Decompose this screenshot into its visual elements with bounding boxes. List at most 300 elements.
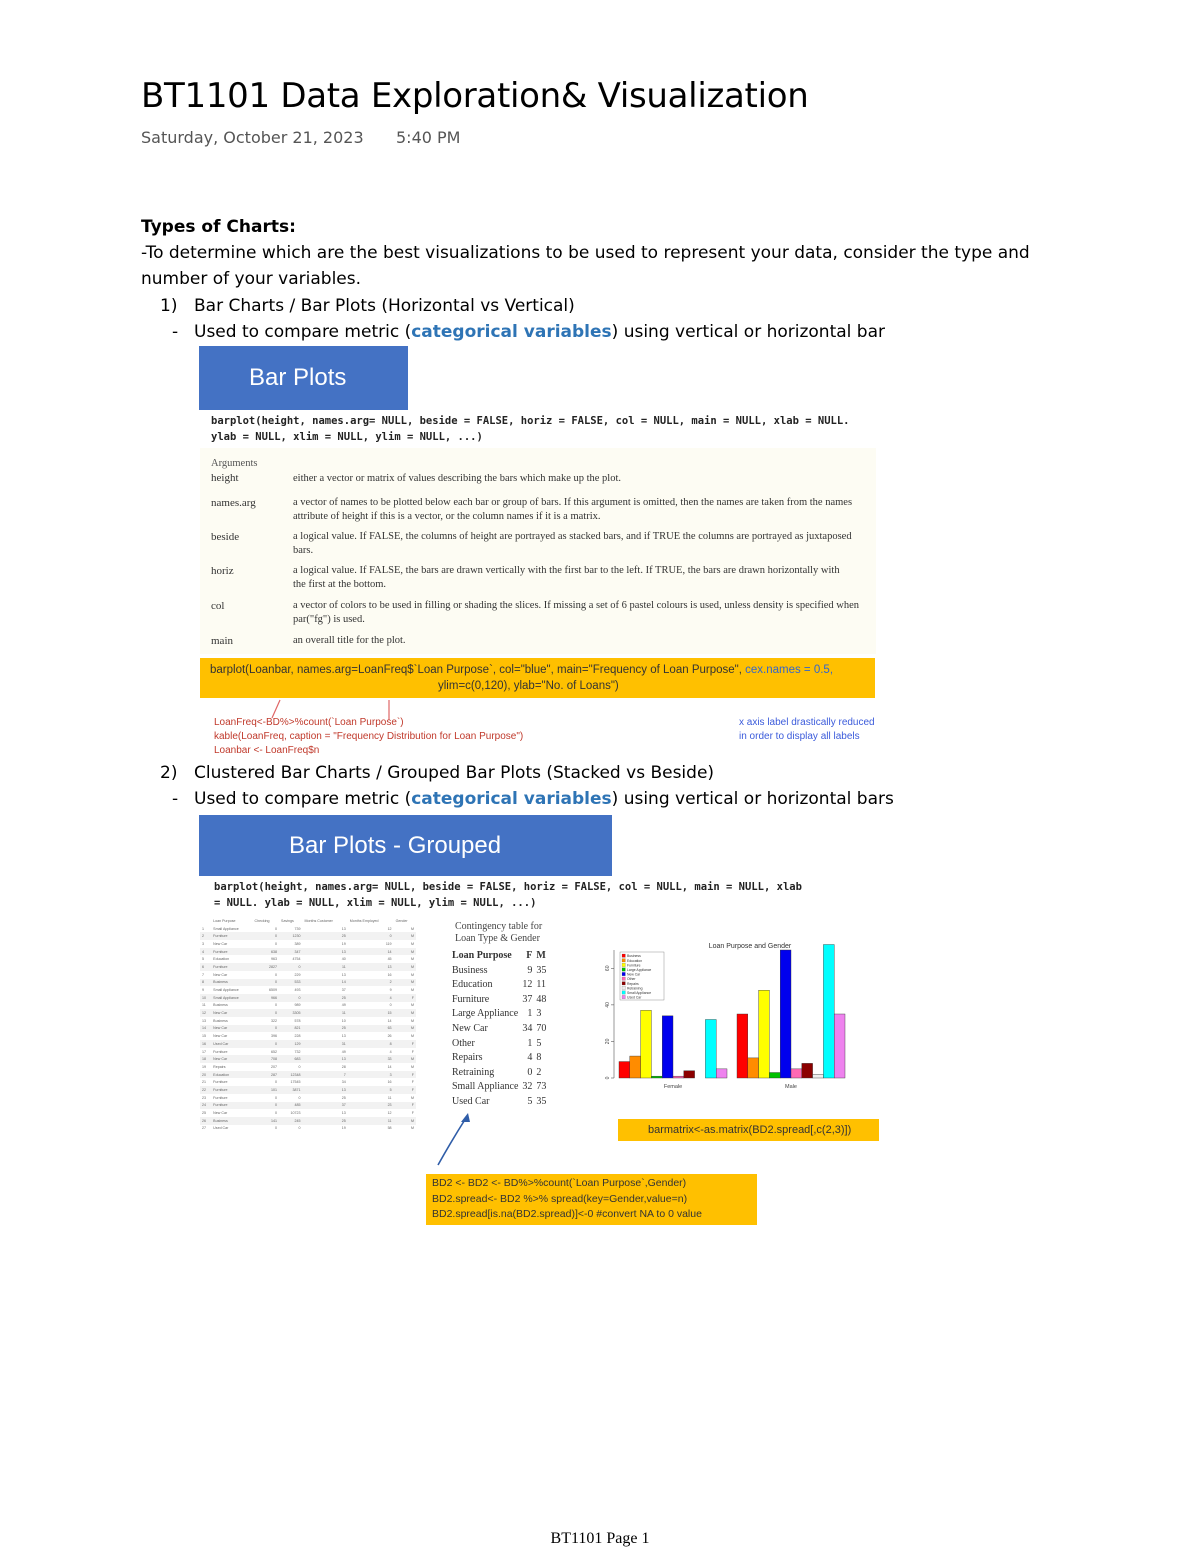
table-header-cell: Savings bbox=[281, 918, 294, 923]
table-cell: 13 bbox=[341, 972, 346, 977]
table-cell: 0 bbox=[298, 1095, 301, 1100]
highlight-categorical-variables: categorical variables bbox=[411, 322, 612, 342]
table-row bbox=[200, 940, 416, 948]
arg-desc: a vector of colors to be used in filling or shading the slices. If missing a set of 6 pastel colours is used, unless density is specified when par("fg") is used. bbox=[293, 600, 860, 625]
table-cell: 13 bbox=[303, 948, 348, 956]
contingency-cell: 35 bbox=[536, 1095, 547, 1107]
contingency-row bbox=[450, 1051, 548, 1066]
table-cell: 17545 bbox=[290, 1080, 301, 1085]
list-title-1: Bar Charts / Bar Plots (Horizontal vs Vertical) bbox=[194, 296, 575, 316]
table-row bbox=[200, 1117, 416, 1125]
table-row bbox=[200, 1078, 416, 1086]
table-cell: 0 bbox=[253, 1102, 280, 1110]
contingency-row bbox=[450, 1022, 548, 1037]
arg-desc: either a vector or matrix of values describing the bars which make up the plot. bbox=[293, 473, 622, 484]
contingency-cell: 3 bbox=[536, 1008, 542, 1020]
legend-label: Used Car bbox=[627, 995, 642, 1000]
table-cell: 0 bbox=[253, 979, 280, 987]
x-category-label: Female bbox=[663, 1084, 683, 1090]
table-cell: 19 bbox=[202, 1064, 206, 1069]
table-cell: 708 bbox=[253, 1055, 280, 1063]
contingency-cell: Education bbox=[452, 979, 493, 991]
contingency-header-row bbox=[450, 949, 548, 964]
table-row bbox=[200, 963, 416, 971]
arg-desc: a vector of names to be plotted below each bar or group of bars. If this argument is omitted, then the names are taken from the names attribute of height if this is a vector, or the column names if it is a matrix. bbox=[293, 497, 853, 522]
contingency-cell: Repairs bbox=[452, 1052, 483, 1064]
table-cell: 1230 bbox=[279, 932, 302, 940]
contingency-row bbox=[450, 1007, 548, 1022]
table-cell: Furniture bbox=[211, 963, 252, 971]
bar-small-appliance bbox=[823, 945, 834, 1078]
table-cell: 3305 bbox=[279, 1009, 302, 1017]
contingency-cell: 1 bbox=[527, 1008, 533, 1020]
table-cell: 966 bbox=[253, 994, 280, 1002]
table-cell: 18 bbox=[200, 1055, 211, 1063]
x-category-label: Male bbox=[785, 1084, 797, 1090]
table-header-cell: Gender bbox=[395, 918, 408, 923]
table-cell: 22 bbox=[200, 1086, 211, 1094]
table-row bbox=[200, 1102, 416, 1110]
table-row bbox=[200, 979, 416, 987]
contingency-row bbox=[450, 978, 548, 993]
table-cell: 33 bbox=[348, 1055, 394, 1063]
contingency-table-block bbox=[450, 921, 548, 1110]
table-cell: 13 bbox=[348, 963, 394, 971]
table-cell: M bbox=[411, 1126, 414, 1131]
table-row bbox=[200, 925, 416, 933]
table-cell: 14 bbox=[348, 948, 394, 956]
table-cell: New Car bbox=[213, 972, 228, 977]
table-cell: 13 bbox=[341, 926, 346, 931]
table-row bbox=[200, 1055, 416, 1063]
barplot-signature: barplot(height, names.arg= NULL, beside = FALSE, horiz = FALSE, col = NULL, main = NULL, xlab = NULL. ylab = NULL, xlim = NULL, ylim = NULL, ...) bbox=[211, 415, 850, 443]
table-cell: 34 bbox=[341, 1080, 346, 1085]
table-cell: 20 bbox=[200, 1071, 211, 1079]
table-cell: 13 bbox=[303, 1086, 348, 1094]
table-cell: M bbox=[411, 957, 414, 962]
table-cell: 49 bbox=[341, 1049, 346, 1054]
contingency-cell: 11 bbox=[536, 979, 547, 991]
table-cell: F bbox=[411, 1111, 414, 1116]
bar-small-appliance bbox=[705, 1019, 716, 1078]
table-cell: 5 bbox=[202, 957, 204, 962]
contingency-cell: 32 bbox=[522, 1081, 533, 1093]
table-cell: Repairs bbox=[213, 1064, 226, 1069]
section-heading: Types of Charts: bbox=[141, 217, 296, 237]
table-cell: M bbox=[411, 926, 414, 931]
table-row bbox=[200, 1009, 416, 1017]
table-cell: M bbox=[411, 941, 414, 946]
table-cell: 11 bbox=[387, 1095, 392, 1100]
bar-business bbox=[737, 1014, 748, 1078]
table-cell: F bbox=[394, 1040, 416, 1048]
table-cell: 11 bbox=[348, 1117, 394, 1125]
table-cell: 732 bbox=[294, 1049, 301, 1054]
bar-retraining bbox=[813, 1074, 824, 1078]
table-cell: 10 bbox=[200, 994, 211, 1002]
legend-swatch bbox=[622, 986, 625, 989]
contingency-cell: 1 bbox=[527, 1037, 533, 1049]
table-row bbox=[200, 1125, 416, 1133]
contingency-table bbox=[450, 949, 548, 1110]
table-cell: 119 bbox=[385, 941, 392, 946]
bar-business bbox=[619, 1062, 630, 1078]
contingency-row bbox=[450, 964, 548, 979]
table-cell: 0 bbox=[275, 1003, 278, 1008]
table-cell: 8 bbox=[348, 1040, 394, 1048]
table-cell: 27 bbox=[202, 1126, 206, 1131]
table-cell: 14 bbox=[387, 1064, 392, 1069]
table-cell: 37 bbox=[341, 988, 346, 993]
table-cell: M bbox=[411, 988, 414, 993]
table-cell: 13 bbox=[202, 1018, 206, 1023]
table-cell: Furniture bbox=[213, 1080, 228, 1085]
table-cell: Business bbox=[211, 1117, 252, 1125]
table-cell: 19 bbox=[341, 1126, 346, 1131]
contingency-cell: Used Car bbox=[452, 1095, 490, 1107]
table-cell: 3 bbox=[348, 1071, 394, 1079]
table-row bbox=[200, 1109, 416, 1117]
barplot-example-box: barplot(Loanbar, names.arg=LoanFreq$`Loan Purpose`, col="blue", main="Frequency of Loan Purpose", cex.names = 0.5, ylim=c(0,120), ylab="No. of Loans") bbox=[200, 658, 875, 698]
table-cell: 25 bbox=[202, 1111, 206, 1116]
table-cell: 228 bbox=[294, 1034, 301, 1039]
section2-description: Used to compare metric (categorical variables) using vertical or horizontal bars bbox=[194, 789, 894, 809]
table-cell: 207 bbox=[271, 1064, 278, 1069]
chart-title: Loan Purpose and Gender bbox=[708, 943, 792, 950]
spread-code-box: BD2 <- BD2 <- BD%>%count(`Loan Purpose`,Gender) BD2.spread<- BD2 %>% spread(key=Gender,value=n) BD2.spread[is.na(BD2.spread)]<-0 #convert NA to 0 value bbox=[426, 1174, 757, 1225]
table-cell: 141 bbox=[253, 1117, 280, 1125]
contingency-cell: 8 bbox=[536, 1052, 542, 1064]
table-cell: New Car bbox=[213, 1111, 228, 1116]
table-cell: 25 bbox=[303, 994, 348, 1002]
contingency-cell: 2 bbox=[536, 1066, 542, 1078]
legend-swatch bbox=[622, 954, 625, 957]
table-cell: Furniture bbox=[213, 1095, 228, 1100]
bar-plots-grouped-banner: Bar Plots - Grouped bbox=[199, 815, 612, 876]
legend-swatch bbox=[622, 991, 625, 994]
barmatrix-code-box: barmatrix<-as.matrix(BD2.spread[,c(2,3)]) bbox=[618, 1119, 879, 1141]
table-cell: 0 bbox=[275, 1126, 278, 1131]
table-body bbox=[200, 925, 416, 1133]
table-cell: 16 bbox=[200, 1040, 211, 1048]
table-cell: M bbox=[394, 948, 416, 956]
table-cell: 0 bbox=[253, 1040, 280, 1048]
table-cell: 58 bbox=[387, 1126, 392, 1131]
contingency-row bbox=[450, 1095, 548, 1110]
table-cell: Education bbox=[213, 957, 230, 962]
table-row bbox=[200, 1094, 416, 1102]
table-cell: M bbox=[411, 1034, 414, 1039]
table-cell: New Car bbox=[213, 1034, 228, 1039]
table-cell: 0 bbox=[253, 1025, 280, 1033]
bullet-dash-1: - bbox=[172, 322, 179, 342]
table-cell: 396 bbox=[271, 1034, 278, 1039]
table-cell: 989 bbox=[294, 1003, 301, 1008]
table-cell: 23 bbox=[202, 1095, 206, 1100]
contingency-cell: 12 bbox=[522, 979, 533, 991]
table-cell: New Car bbox=[211, 1009, 252, 1017]
table-cell: 0 bbox=[275, 941, 278, 946]
table-cell: 5 bbox=[348, 1086, 394, 1094]
table-cell: Business bbox=[213, 1018, 228, 1023]
bar-other bbox=[673, 1076, 684, 1078]
table-cell: 963 bbox=[271, 957, 278, 962]
table-cell: 6 bbox=[200, 963, 211, 971]
table-cell: 533 bbox=[279, 979, 302, 987]
table-cell: 19 bbox=[341, 941, 346, 946]
table-cell: 7 bbox=[303, 1071, 348, 1079]
contingency-title: Contingency table for Loan Type & Gender bbox=[455, 921, 543, 944]
table-row bbox=[200, 986, 416, 994]
contingency-cell: 37 bbox=[522, 993, 533, 1005]
arg-name: main bbox=[211, 635, 233, 647]
table-cell: 16 bbox=[387, 972, 392, 977]
table-cell: New Car bbox=[211, 1025, 252, 1033]
table-cell: 28 bbox=[341, 1064, 346, 1069]
table-cell: 129 bbox=[279, 1040, 302, 1048]
contingency-row bbox=[450, 993, 548, 1008]
y-tick-label: 60 bbox=[605, 965, 611, 972]
table-cell: Small Appliance bbox=[211, 994, 252, 1002]
table-row bbox=[200, 1040, 416, 1048]
table-cell: M bbox=[394, 932, 416, 940]
arg-name: beside bbox=[211, 531, 240, 543]
arguments-heading: Arguments bbox=[211, 458, 258, 469]
table-cell: Furniture bbox=[213, 1049, 228, 1054]
contingency-cell: 34 bbox=[522, 1022, 533, 1034]
list-title-2: Clustered Bar Charts / Grouped Bar Plots (Stacked vs Beside) bbox=[194, 763, 715, 783]
page-title: BT1101 Data Exploration& Visualization bbox=[141, 76, 809, 116]
loan-data-table bbox=[200, 917, 416, 1132]
table-cell: 40 bbox=[341, 957, 346, 962]
loanfreq-code: LoanFreq<-BD%>%count(`Loan Purpose`) kable(LoanFreq, caption = "Frequency Distribution for Loan Purpose") Loanbar <- LoanFreq$n bbox=[214, 717, 524, 756]
table-row bbox=[200, 1086, 416, 1094]
table-cell: 2 bbox=[348, 979, 394, 987]
table-cell: 0 bbox=[389, 1003, 392, 1008]
contingency-cell: 5 bbox=[527, 1095, 533, 1107]
table-cell: 12348 bbox=[279, 1071, 302, 1079]
table-cell: 9 bbox=[202, 988, 204, 993]
table-cell: 11 bbox=[202, 1003, 206, 1008]
table-cell: 16 bbox=[387, 1080, 392, 1085]
table-cell: 0 bbox=[298, 1126, 301, 1131]
arguments-panel bbox=[200, 448, 876, 654]
table-cell: M bbox=[394, 1009, 416, 1017]
table-cell: 0 bbox=[275, 1080, 278, 1085]
table-cell: 3 bbox=[202, 941, 204, 946]
contingency-cell: Retraining bbox=[452, 1066, 495, 1078]
contingency-cell: 35 bbox=[536, 964, 547, 976]
page-footer: BT1101 Page 1 bbox=[550, 1530, 650, 1547]
table-cell: 347 bbox=[279, 948, 302, 956]
table-row bbox=[200, 1071, 416, 1079]
grouped-bar-chart bbox=[592, 938, 852, 1098]
table-cell: Furniture bbox=[211, 932, 252, 940]
table-cell: 12 bbox=[387, 1111, 392, 1116]
table-row bbox=[200, 994, 416, 1002]
table-header-row bbox=[200, 917, 416, 925]
table-cell: 15 bbox=[348, 1009, 394, 1017]
table-row bbox=[200, 1017, 416, 1025]
table-cell: Furniture bbox=[211, 1086, 252, 1094]
table-header-cell: Checking bbox=[254, 918, 270, 923]
table-cell: 245 bbox=[279, 1117, 302, 1125]
bar-large-appliance bbox=[769, 1073, 780, 1078]
table-cell: 652 bbox=[271, 1049, 278, 1054]
table-cell: New Car bbox=[213, 941, 228, 946]
y-tick-label: 0 bbox=[605, 1076, 611, 1080]
arrow-head bbox=[461, 1113, 470, 1122]
table-cell: 14 bbox=[387, 1018, 392, 1023]
contingency-row bbox=[450, 1066, 548, 1081]
table-cell: Business bbox=[213, 1003, 228, 1008]
table-cell: 9 bbox=[389, 988, 392, 993]
table-row bbox=[200, 971, 416, 979]
table-cell: 25 bbox=[303, 932, 348, 940]
table-cell: F bbox=[394, 1086, 416, 1094]
contingency-cell: New Car bbox=[452, 1022, 488, 1034]
legend-label: Business bbox=[627, 954, 641, 959]
table-cell: 37 bbox=[303, 1102, 348, 1110]
table-cell: 17 bbox=[202, 1049, 206, 1054]
legend-swatch bbox=[622, 963, 625, 966]
table-row bbox=[200, 955, 416, 963]
bar-repairs bbox=[802, 1063, 813, 1078]
legend-swatch bbox=[622, 995, 625, 998]
table-cell: 322 bbox=[271, 1018, 278, 1023]
list-number-1: 1) bbox=[160, 296, 178, 316]
legend-label: Retraining bbox=[627, 986, 643, 991]
table-cell: 739 bbox=[294, 926, 301, 931]
table-row bbox=[200, 932, 416, 940]
table-cell: 13 bbox=[341, 1034, 346, 1039]
table-cell: M bbox=[394, 1117, 416, 1125]
table-row bbox=[200, 1048, 416, 1056]
contingency-cell: Other bbox=[452, 1037, 475, 1049]
legend-label: Education bbox=[627, 958, 643, 963]
table-cell: 493 bbox=[294, 988, 301, 993]
table-cell: 683 bbox=[279, 1055, 302, 1063]
bar-used-car bbox=[716, 1069, 727, 1078]
table-cell: Business bbox=[211, 979, 252, 987]
table-cell: 287 bbox=[253, 1071, 280, 1079]
arg-name: height bbox=[211, 472, 239, 484]
contingency-row bbox=[450, 1080, 548, 1095]
bar-education bbox=[630, 1056, 641, 1078]
legend-swatch bbox=[622, 977, 625, 980]
table-cell: 4 bbox=[389, 1049, 392, 1054]
table-cell: Used Car bbox=[213, 1126, 229, 1131]
table-cell: 389 bbox=[294, 941, 301, 946]
table-cell: 13 bbox=[341, 1111, 346, 1116]
table-cell: 11 bbox=[303, 963, 348, 971]
grouped-barplot-signature: barplot(height, names.arg= NULL, beside = FALSE, horiz = FALSE, col = NULL, main = NULL, xlab = NULL. ylab = NULL, xlim = NULL, ylim = NULL, ...) bbox=[214, 881, 802, 909]
table-cell: 2 bbox=[200, 932, 211, 940]
table-cell: 63 bbox=[348, 1025, 394, 1033]
table-cell: 229 bbox=[294, 972, 301, 977]
table-cell: 0 bbox=[275, 972, 278, 977]
arg-name: col bbox=[211, 600, 225, 612]
intro-line-2: number of your variables. bbox=[141, 269, 362, 289]
contingency-cell: Furniture bbox=[452, 993, 490, 1005]
table-cell: 4 bbox=[348, 994, 394, 1002]
table-cell: 101 bbox=[253, 1086, 280, 1094]
table-cell: Small Appliance bbox=[213, 926, 239, 931]
highlight-categorical-variables: categorical variables bbox=[411, 789, 612, 809]
table-cell: 0 bbox=[275, 1095, 278, 1100]
arg-desc: an overall title for the plot. bbox=[293, 635, 406, 646]
table-cell: 7 bbox=[202, 972, 204, 977]
bar-plots-banner: Bar Plots bbox=[199, 346, 408, 410]
legend-swatch bbox=[622, 982, 625, 985]
table-cell: 0 bbox=[279, 963, 302, 971]
bar-repairs bbox=[684, 1071, 695, 1078]
table-cell: 0 bbox=[253, 932, 280, 940]
table-cell: 0 bbox=[253, 1009, 280, 1017]
arg-desc: a logical value. If FALSE, the bars are drawn vertically with the first bar to the left. If TRUE, the bars are drawn horizontally with the first at the bottom. bbox=[293, 565, 840, 590]
legend-label: Small Appliance bbox=[627, 991, 652, 995]
bar-used-car bbox=[834, 1014, 845, 1078]
table-cell: 49 bbox=[341, 1003, 346, 1008]
bar-other bbox=[791, 1069, 802, 1078]
arrow-curve bbox=[438, 1118, 466, 1165]
intro-line-1: -To determine which are the best visualizations to be used to represent your data, consider the type and bbox=[141, 243, 1030, 263]
bar-furniture bbox=[641, 1010, 652, 1078]
table-cell: F bbox=[394, 1102, 416, 1110]
table-cell: 12 bbox=[387, 926, 392, 931]
contingency-cell: 5 bbox=[536, 1037, 542, 1049]
header-male: M bbox=[536, 950, 546, 961]
table-cell: 26 bbox=[200, 1117, 211, 1125]
legend-label: Repairs bbox=[627, 981, 639, 986]
table-cell: 3871 bbox=[279, 1086, 302, 1094]
table-header-cell: Months Employed bbox=[349, 918, 379, 923]
table-cell: 23 bbox=[348, 1102, 394, 1110]
header-loan-purpose: Loan Purpose bbox=[452, 950, 512, 961]
arrow-to-contingency bbox=[434, 1110, 474, 1170]
legend-label: New Car bbox=[627, 972, 641, 977]
table-header-cell bbox=[200, 917, 211, 925]
table-cell: 821 bbox=[279, 1025, 302, 1033]
table-header-cell: Loan Purpose bbox=[213, 918, 236, 923]
arg-name: names.arg bbox=[211, 497, 256, 509]
axis-label-note: x axis label drastically reduced in order to display all labels bbox=[739, 717, 875, 742]
legend-swatch bbox=[622, 959, 625, 962]
table-cell: 24 bbox=[200, 1102, 211, 1110]
table-header-cell: Months Customer bbox=[304, 918, 333, 923]
table-cell: 21 bbox=[202, 1080, 206, 1085]
table-cell: 12 bbox=[200, 1009, 211, 1017]
table-cell: M bbox=[394, 1055, 416, 1063]
table-cell: F bbox=[411, 1049, 414, 1054]
table-cell: Furniture bbox=[211, 1102, 252, 1110]
table-cell: 638 bbox=[253, 948, 280, 956]
contingency-cell: Small Appliance bbox=[452, 1081, 519, 1093]
table-cell: M bbox=[411, 972, 414, 977]
table-cell: Furniture bbox=[211, 948, 252, 956]
contingency-cell: 70 bbox=[536, 1022, 547, 1034]
table-cell: M bbox=[394, 963, 416, 971]
table-cell: M bbox=[411, 1003, 414, 1008]
table-cell: 15 bbox=[202, 1034, 206, 1039]
table-cell: 1 bbox=[202, 926, 204, 931]
table-cell: 10 bbox=[341, 1018, 346, 1023]
bar-large-appliance bbox=[651, 1076, 662, 1078]
legend-label: Other bbox=[627, 977, 636, 982]
table-cell: Used Car bbox=[211, 1040, 252, 1048]
table-cell: F bbox=[394, 994, 416, 1002]
bullet-dash-2: - bbox=[172, 789, 179, 809]
